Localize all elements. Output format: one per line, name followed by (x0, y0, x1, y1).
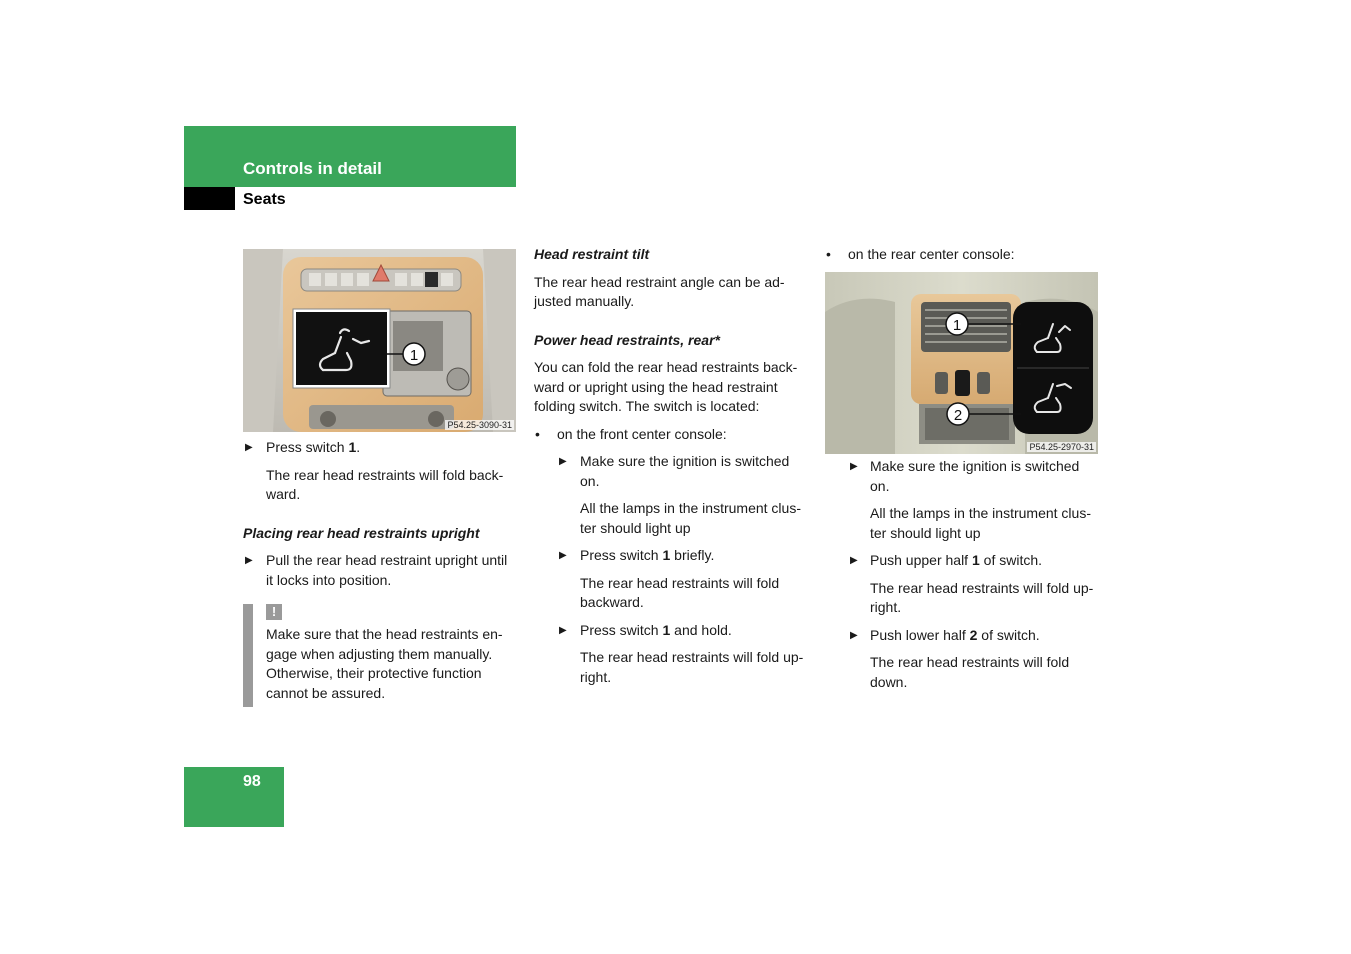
front-console-illustration (243, 249, 516, 432)
column-3-bullet (825, 245, 1098, 265)
step-press-hold: ▶ Press switch 1 and hold. (534, 621, 810, 641)
step-pull-upright: ▶ Pull the rear head restraint upright until it locks into position. (245, 552, 508, 588)
step-result: The rear head restraints will fold backward. (580, 574, 780, 610)
step-result: The rear head restraints will fold up-right. (870, 579, 1094, 615)
bullet-rear-console: • on the rear center console: (826, 246, 1015, 262)
heading-placing-upright: Placing rear head restraints upright (243, 524, 480, 541)
column-3 (825, 457, 1098, 692)
note-text: Make sure that the head restraints en-gage when adjusting them manually. Otherwise, their protective function cannot be assured. (266, 626, 503, 701)
bullet-front-console: • on the front center console: (535, 425, 727, 442)
subsection-marker (184, 187, 235, 210)
heading-head-restraint-tilt: Head restraint tilt (534, 246, 650, 262)
step-ignition: ▶ Make sure the ignition is switched on. (850, 458, 1080, 494)
step-result: The rear head restraints will fold back-ward. (266, 466, 504, 502)
step-result: All the lamps in the instrument clus-ter should light up (870, 505, 1091, 541)
step-arrow-icon: ▶ (559, 624, 567, 636)
step-arrow-icon: ▶ (245, 555, 253, 566)
figure-rear-console (825, 272, 1098, 454)
subsection-title: Seats (243, 191, 286, 208)
step-result: All the lamps in the instrument clus-ter should light up (580, 500, 801, 536)
column-2 (534, 245, 810, 687)
step-arrow-icon: ▶ (850, 461, 858, 472)
figure2-code: P54.25-2970-31 (1029, 442, 1094, 452)
step-arrow-icon: ▶ (850, 555, 858, 566)
figure2-callout-2: 2 (953, 407, 963, 424)
note-bar (243, 604, 253, 707)
exclamation-icon: ! (266, 604, 282, 620)
power-text: You can fold the rear head restraints back-ward or upright using the head restraint folding switch. The switch is located: (534, 359, 798, 414)
step-press-briefly: ▶ Press switch 1 briefly. (534, 546, 810, 566)
figure2-callout-1: 1 (952, 317, 962, 334)
step-result: The rear head restraints will fold up-right. (580, 649, 804, 685)
rear-console-illustration (825, 272, 1098, 454)
step-push-lower: ▶ Push lower half 2 of switch. (825, 626, 1098, 646)
step-ignition: ▶ Make sure the ignition is switched on. (559, 453, 790, 489)
figure1-callout-1: 1 (409, 347, 419, 364)
step-press-switch: ▶ Press switch 1. (243, 438, 516, 458)
heading-power-head-restraints: Power head restraints, rear* (534, 331, 720, 348)
step-arrow-icon: ▶ (850, 629, 858, 641)
page-number-box (184, 767, 284, 827)
tilt-text: The rear head restraint angle can be ad-justed manually. (534, 273, 785, 309)
step-result: The rear head restraints will fold down. (870, 654, 1070, 690)
step-arrow-icon: ▶ (559, 456, 567, 467)
figure-front-console (243, 249, 516, 432)
figure1-code: P54.25-3090-31 (447, 420, 512, 430)
page-number: 98 (243, 773, 261, 790)
warning-note (243, 604, 516, 707)
step-arrow-icon: ▶ (245, 442, 253, 453)
step-arrow-icon: ▶ (559, 550, 567, 561)
step-push-upper: ▶ Push upper half 1 of switch. (825, 551, 1098, 571)
column-1 (243, 438, 516, 590)
section-title: Controls in detail (243, 159, 382, 178)
